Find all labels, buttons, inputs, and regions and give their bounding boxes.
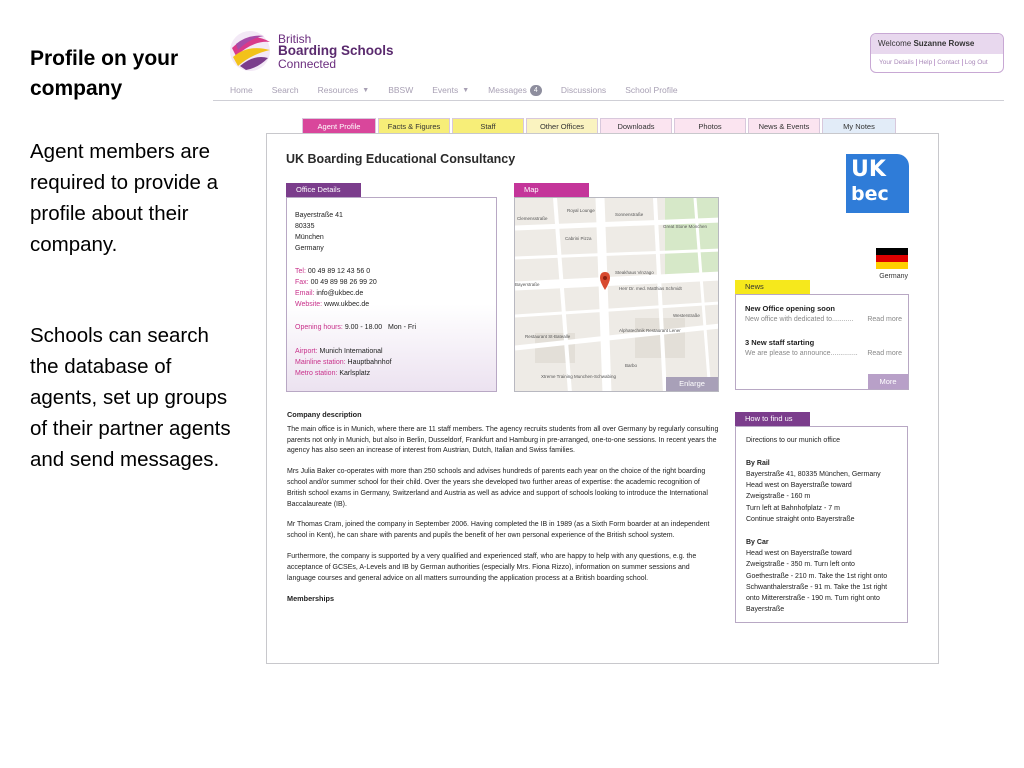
car-step: onto Mittererstraße - 190 m. Turn right onto: [746, 595, 880, 602]
email-link[interactable]: info@ukbec.de: [316, 290, 364, 297]
germany-flag-icon: [876, 248, 908, 269]
how-to-find-us-box: [735, 426, 908, 623]
by-rail-heading: By Rail: [746, 460, 770, 467]
hours-label: Opening hours:: [295, 324, 343, 331]
company-logo-uk: UK: [851, 157, 886, 182]
company-logo-bec: bec: [851, 183, 889, 205]
profile-tabs: [302, 118, 898, 133]
tab-my-notes[interactable]: My Notes: [822, 118, 896, 133]
news-item-snippet: We are please to announce..............: [745, 350, 858, 357]
directions-intro: Directions to our munich office: [746, 437, 841, 444]
slide-title: Profile on your company: [30, 47, 179, 100]
nav-home[interactable]: Home: [230, 85, 253, 95]
map-label: Westerstraße: [673, 313, 700, 318]
flag-stripe: [876, 262, 908, 269]
read-more-link[interactable]: Read more: [867, 316, 902, 323]
tab-other-offices[interactable]: Other Offices: [526, 118, 598, 133]
fax-label: Fax:: [295, 279, 309, 286]
office-tel: [295, 267, 370, 277]
map-label: Steakhaus Vinzago: [615, 270, 654, 275]
welcome-message: [871, 34, 1003, 54]
flag-stripe: [876, 248, 908, 255]
map-label: Barbo: [625, 363, 638, 368]
nav-messages[interactable]: [488, 82, 542, 98]
rail-step: Turn left at Bahnhofplatz - 7 m: [746, 505, 840, 512]
nav-bbsw[interactable]: BBSW: [388, 85, 414, 95]
office-mainline: [295, 358, 392, 368]
map-label: Restaurant St-Batealle: [525, 334, 571, 339]
car-step: Zweigstraße - 350 m. Turn left onto: [746, 561, 855, 568]
map-heading: Map: [514, 183, 589, 197]
tab-staff[interactable]: Staff: [452, 118, 524, 133]
office-metro: [295, 369, 370, 379]
slide-paragraph-schools: Schools can search the database of agents, set up groups of their partner agents and send messages.: [30, 324, 231, 471]
map-label: Great Stone Monchen: [663, 224, 708, 229]
nav-school-profile[interactable]: School Profile: [625, 85, 678, 95]
description-heading: Company description: [287, 410, 362, 419]
map-label: Clemensstraße: [517, 216, 548, 221]
airport-label: Airport:: [295, 348, 318, 355]
car-step: Schwanthalerstraße - 91 m. Take the 1st right: [746, 584, 888, 591]
nav-messages-label: Messages: [488, 85, 527, 95]
website-link[interactable]: www.ukbec.de: [324, 301, 370, 308]
map-label: Herr Dr. med. Matthias Schmidt: [619, 286, 682, 291]
map-label: Bayerstraße: [515, 282, 540, 287]
logo-swirl-icon: [228, 28, 274, 74]
caret-down-icon: ▼: [362, 86, 370, 94]
description-paragraph: The main office is in Munich, where there are 11 staff members. The agency recruits students from all over Germany by regularly consulting parents not only in Munich, but also in Berlin, Dusseldorf, Frankfurt and Hamburg in pre-arranged, one-to-one sessions. In recent years the agency has also seen an increase of interest from Austrian, Dutch, Italian and Swiss families.: [287, 425, 719, 455]
office-hours: [295, 323, 416, 333]
website-label: Website:: [295, 301, 323, 308]
nav-search[interactable]: Search: [271, 85, 299, 95]
company-description: [287, 410, 719, 605]
email-label: Email:: [295, 290, 315, 297]
airport-value: Munich International: [319, 348, 383, 355]
office-email: [295, 289, 363, 299]
office-details-heading: Office Details: [286, 183, 361, 197]
description-paragraph: Furthermore, the company is supported by a very qualified and experienced staff, who are happy to help with any questions, e.g. the acceptance of GCSEs, A-Levels and IB by German authorities (especially Mrs. Fiona Rizzo), information on summer sessions and language courses and general advice on all matters surrounding the application process at a British boarding school.: [287, 552, 697, 582]
news-item-text: [745, 350, 902, 357]
tab-facts-figures[interactable]: Facts & Figures: [378, 118, 450, 133]
metro-label: Metro station:: [295, 370, 338, 377]
flag-stripe: [876, 255, 908, 262]
news-item-title[interactable]: 3 New staff starting: [745, 338, 815, 347]
news-item-text: [745, 316, 902, 323]
logo-text-boarding-schools: Boarding Schools: [278, 43, 394, 58]
rail-step: Bayerstraße 41, 80335 München, Germany: [746, 471, 881, 478]
nav-divider: [213, 100, 1004, 101]
office-details-box: [286, 197, 497, 392]
office-airport: [295, 347, 383, 357]
map-label: Xtreme Training Munchen-Schwabing: [541, 374, 617, 379]
office-zip: 80335: [295, 223, 315, 230]
rail-step: Zweigstraße - 160 m: [746, 493, 811, 500]
contact-link[interactable]: Contact: [935, 59, 962, 66]
messages-count-badge: 4: [530, 85, 542, 96]
your-details-link[interactable]: Your Details: [877, 59, 917, 66]
account-links: [871, 54, 1003, 72]
nav-discussions[interactable]: Discussions: [560, 85, 607, 95]
news-item-snippet: New office with dedicated to...........: [745, 316, 854, 323]
welcome-box: [870, 33, 1004, 73]
nav-events-label: Events: [432, 85, 459, 95]
company-logo: [846, 154, 909, 213]
car-step: Goethestraße - 210 m. Take the 1st right onto: [746, 573, 888, 580]
tel-label: Tel:: [295, 268, 306, 275]
caret-down-icon: ▼: [462, 86, 470, 94]
office-country: Germany: [295, 245, 324, 252]
country-label: Germany: [879, 273, 908, 280]
fax-value: 00 49 89 98 26 99 20: [310, 279, 377, 286]
news-more-button[interactable]: More: [868, 374, 908, 389]
company-name: UK Boarding Educational Consultancy: [286, 152, 516, 166]
news-item-title[interactable]: New Office opening soon: [745, 304, 836, 313]
news-box: [735, 294, 909, 390]
tab-agent-profile[interactable]: Agent Profile: [302, 118, 376, 133]
site-logo[interactable]: [228, 28, 428, 74]
tab-downloads[interactable]: Downloads: [600, 118, 672, 133]
welcome-user-name: Suzanne Rowse: [913, 39, 975, 48]
main-nav: [230, 82, 697, 98]
tel-value: 00 49 89 12 43 56 0: [307, 268, 371, 275]
mainline-label: Mainline station:: [295, 359, 346, 366]
welcome-prefix: Welcome: [878, 39, 912, 48]
office-street: Bayerstraße 41: [295, 212, 343, 219]
car-step: Head west on Bayerstraße toward: [746, 550, 852, 557]
tab-news-events[interactable]: News & Events: [748, 118, 820, 133]
help-link[interactable]: Help: [917, 59, 935, 66]
rail-step: Head west on Bayerstraße toward: [746, 482, 852, 489]
read-more-link[interactable]: Read more: [867, 350, 902, 357]
nav-resources-label: Resources: [317, 85, 359, 95]
log-out-link[interactable]: Log Out: [964, 59, 988, 66]
metro-value: Karlsplatz: [339, 370, 371, 377]
office-city: München: [295, 234, 324, 241]
map-label: Cabrini Pizza: [565, 236, 592, 241]
rail-step: Continue straight onto Bayerstraße: [746, 516, 855, 523]
tab-photos[interactable]: Photos: [674, 118, 746, 133]
how-to-find-us-heading: How to find us: [735, 412, 810, 426]
map-view[interactable]: [514, 197, 719, 392]
map-label: Royal Lounge: [567, 208, 595, 213]
mainline-value: Hauptbahnhof: [347, 359, 392, 366]
description-paragraph: Mr Thomas Cram, joined the company in September 2006. Having completed the IB in 1989 (as a Sixth Form boarder at an independent school in Kent), he can share with parents and pupils the benefit of her own personal experience of the British school system.: [287, 521, 710, 540]
news-heading: News: [735, 280, 810, 294]
slide-paragraph-agents: Agent members are required to provide a profile about their company.: [30, 140, 219, 256]
logo-text-british: British: [278, 32, 312, 46]
office-fax: [295, 278, 377, 288]
office-website: [295, 300, 369, 310]
hours-value: 9.00 - 18.00 Mon - Fri: [344, 324, 417, 331]
logo-text-connected: Connected: [278, 57, 337, 71]
by-car-heading: By Car: [746, 539, 769, 546]
nav-events[interactable]: [432, 82, 469, 98]
map-enlarge-button[interactable]: Enlarge: [666, 377, 718, 391]
map-label: Alphatechnik Restaurant Lener: [619, 328, 681, 333]
description-paragraph: Mrs Julia Baker co-operates with more than 250 schools and advises hundreds of parents each year on the choice of the right boarding school and/or summer school for their child. Over the years she developed two further areas of expertise: the academic recognition of British school exams in Germany, Switzerland and Austria as well as advice and support of schools looking to introduce the International Baccalaureate (IB).: [287, 468, 708, 508]
nav-resources[interactable]: [318, 82, 370, 98]
car-step: Bayerstraße: [746, 606, 785, 613]
map-label: Sonnenstraße: [615, 212, 644, 217]
memberships-heading: Memberships: [287, 594, 335, 604]
